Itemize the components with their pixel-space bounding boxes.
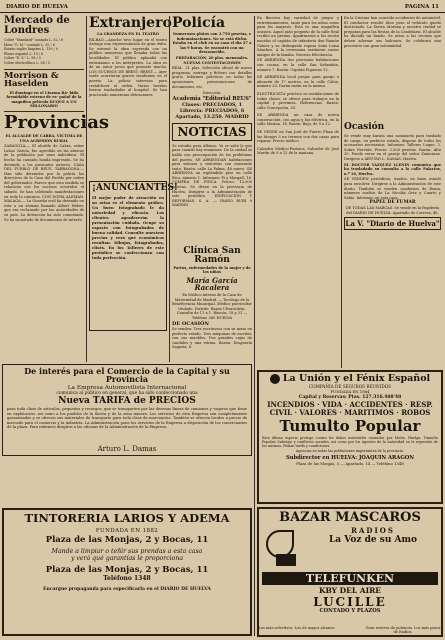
noticias-body: Se estudia para Alfonso. Ya se sabe lo que pasa cuando hay reuniones. De la ciudad se habla con preocupación de los problemas del puerto. SE ARRIENDAN habitaciones para señoras y señoritas con esmerado trato. Razón: calle La Palma, 48 nuevo. SE ARRIENDA un espléndido piso en calle Rico, número 1. Informes: Pi y Margall, 16. COMPRA DE FINCA. Precio: 12.000 pesetas. Se desea en la provincia de Huelva. Dirigirse a la Administración de este periódico. EDIFICACIÓN Y REFORMAS. S. A. — PASEO RUBI 9 MADRID. — [172, 143, 252, 208]
union-sub: COMPAÑÍA DE SEGUROS REUNIDOS — [308, 384, 392, 389]
tintoreria-addr2: Plaza de las Monjas, 2 y Bocas, 11 — [45, 565, 209, 575]
classified-item: ELECTRICISTA práctico en instalaciones de todas clases, se ofrece para trabajos en la capital y provincia. Referencias. Razón: calle Concepción, 20. — [257, 91, 339, 110]
ocasion2-title: Ocasión — [344, 122, 385, 132]
union-title: La Unión y el Fénix Español — [282, 373, 431, 385]
market-row: Estaño inglés lingotes L. 139 / 0 — [4, 47, 58, 52]
phoenix-icon — [270, 374, 280, 384]
papel-footer: La V. "Diario de Huelva" — [345, 219, 440, 229]
classified-item: Calzados Médico-Postizos. Salvador de José Martín de 9 a 12 de la mañana. — [257, 146, 339, 156]
classified-item: SE ARRIENDA un casa de nueva construcción, con agua y luz eléctrica, en la calle Marina, 14. Razón: Bajo, de 9 a 12. — [257, 113, 339, 127]
page-header — [0, 4, 445, 13]
mascaros-footer — [257, 626, 443, 639]
lucille-label: LUCILLE — [313, 594, 387, 609]
tintoreria-slogan2: y verá qué garantías le proporciona — [70, 555, 184, 562]
policia-body1: Numerosos platos con 3.750 pesetas, e indemnizaciones. No se está dicho. Estaba en el club en su casa el día 27 a las 9 horas. Se encontró con un desconocido. — [172, 32, 252, 55]
header-left: DIARIO DE HUELVA — [6, 4, 68, 10]
classified-item: SE ARRIENDA local propio para garaje o almacén de 17 metros, en la calle Colon, número 25. Darán razón en la misma. — [257, 75, 339, 89]
mascaros-footer2: Gran reserva de potencia. Los más puros de Radios. — [365, 626, 441, 635]
empresa-sub: La Empresa Automovilista Internacional — [67, 385, 187, 391]
policia-title: Policía — [172, 15, 226, 31]
policia-sub2: PREPARACIÓN. 20 plas. mensuales. NUEVAS CONTESTACIONES — [175, 55, 249, 65]
market-table — [4, 38, 84, 66]
radios-label: RADIOS — [351, 526, 395, 535]
union-sub2: FUNDADA EN 1864 — [330, 389, 370, 394]
contado-label: CONTADO Y PLAZOS — [319, 607, 381, 614]
column-4 — [257, 16, 339, 368]
mascaros-title: BAZAR MASCAROS — [279, 510, 421, 525]
academia-ad — [172, 91, 252, 120]
ocasion2-body: Se vende muy barata una camioneta para traslado de carga, en perfecto estado, dispone de todos los accesorios necesarios. Informes: Talleres Luque, 2. Sobre Nervión. Precio: 2.500 pesetas. Razón: Alta 20. Puede verse en el garaje del señor Zamorano. Dirigirse a ARTURO L. DAMAS. Huelva. — [344, 134, 441, 161]
provincias-sub: EL ALCALDE DE CABRA, VÍCTIMA DE UNA AGRESIÓN RURAL — [5, 133, 83, 143]
market-row: Plomo español L. 19 / 6 — [4, 51, 44, 56]
anunciantes-body: El mejor poder de atracción en su aviso es el elemento gráfico. Un buen fotograbado le da notoriedad y eficacia. Los clientes agradecerán la presentación cuidada. Ocupe su espacio con fotograbados de buena calidad. Consulte nuestros precios y verá qué económicos resultan. Dibujos, fotograbados, clisés. En los Talleres de este periódico se confeccionan con toda perfección. — [92, 194, 164, 260]
column-1 — [4, 15, 110, 366]
tintoreria-addr: Plaza de las Monjas, 2 y Bocas, 11 — [45, 534, 209, 545]
provincias-body: ZARAGOZA.— El alcalde de Cabra, señor Lahoz García, fue agredido en las afueras de la población por unos individuos. El hecho ha causado honda impresión. Se ha detenido a los presuntos autores. CASA DEL PUEBLO DE REUS. TARRAGONA.— Han sido detenidos por la policía los directivos de la Casa del Pueblo por orden del gobernador. Parece que esta medida se relaciona con los sucesos ocurridos el sábado. Se han celebrado manifestaciones en toda la comarca. CON DOPIA ALEMAN. MALAGA.— La Guardia civil ha detenido en esta a un alemán llamado Albert Weber, que era reclamado por las autoridades de su país. La detención ha sido comentada. Se ha incautado de documentos de interés. — [4, 144, 84, 222]
header-right: PAGINA 11 — [404, 4, 439, 10]
clinica-sub: Partos, enfermedades de la mujer y de los niños — [173, 265, 251, 275]
union-fenix-ad — [257, 370, 443, 504]
academia-name: Academia "Editorial REUS" — [172, 95, 252, 102]
doctor-vazquez: EL DOCTOR VAZQUEZ LLENIN comunica que ha trasladado su consulta a la calle Palacios, n.º 16, Huelva. — [344, 162, 441, 176]
ocasion-title: DE OCASIÓN — [172, 321, 209, 328]
extranjero-body: BILBAO.—Anoche tuvo lugar en el teatro Arriaga una representación de gran éxito. Se estrenó la obra esperada con un público numeroso que llenaba todas las localidades. El público aplaudió con entusiasmo a los intérpretes. La obra es de un autor joven que promete mucho. LOS SUCESOS DE BREST. BREST.— Ayer tarde ocurrieron graves incidentes en el puerto. La policía intervino para restablecer el orden. Varios heridos fueron trasladados al hospital. Se han practicado numerosas detenciones. — [89, 37, 167, 97]
tintoreria-ad — [2, 508, 252, 636]
doctor-name: María García Racalera — [186, 275, 238, 292]
market-row: Ídem "G. M." contado L. 55 / 6 — [4, 42, 55, 47]
col4-body: En Becerra hay variedad de juegos y entretenimientos, tanto para los niños como para los mayores. Esta es una magnífica ocasión. Aquel niño pequeño de la calle Real recibió un premio. Apadrinaron a los recién nacidos el capitán de infantería don Ramón Gómez y su distinguida esposa doña Luisa Sánchez. A la ceremonia asistieron varios amigos de la familia. Nuestra felicitación. — [257, 16, 339, 57]
tintoreria-sub: FUNDADA EN 1882 — [95, 527, 159, 534]
market-row: Cobre electrolítico L. 58 / 5 — [4, 60, 51, 65]
policia-body2: REAL. 21 plas. Selección oficial de nuevo programa, entrega y fichero con detalles gratis. Informes prácticos en todas las oposiciones, presentaciones de documentos, etc. — [172, 66, 252, 89]
papel-title: PAPEL DE FUMAR — [369, 200, 416, 206]
kby-label: KBY DEL AIRE — [318, 586, 382, 595]
periodicos-ad: SE VENDEN periódicos, usados, en buen estado para envolver. Dirigirse a la Administración de este diario. También se venden cuadernos de Roma, números sueltos de La Nicolás Orta y Cuarto y Sabio. Informes: en esta casa. — [344, 177, 441, 200]
union-subdirector: Subdirector en HUELVA: JOAQUIN ARAGON — [285, 454, 415, 461]
provincias-title: Provincias — [4, 111, 110, 133]
tintoreria-slogan1: Mande a limpiar o teñir sus prendas a esta casa — [51, 548, 203, 555]
market-title: Mercado de Londres — [4, 15, 70, 36]
papel-body: DE TODAS LAS MARCAS. Se vende en la Papelería del DIARIO DE HUELVA. Apartado de Correos, 46. — [345, 205, 440, 215]
tintoreria-title: TINTORERIA LARIOS Y ADEMA — [24, 511, 230, 525]
clinica-title: Clínica San Ramón — [183, 245, 241, 265]
tintoreria-footer: Encargue propaganda para especificarla en el DIARIO DE HUELVA — [43, 586, 211, 592]
morrison-title: Morrison & Haselden — [4, 70, 59, 90]
empresa-sign: Arturo L. Damas — [97, 445, 157, 453]
extranjero-sub: LA GRANDEZA EN EL TEATRO — [97, 32, 159, 36]
col5-body: En la Cristina han ocurrido accidentes de automóvil. El conductor resultó ileso pero el vehículo quedó destrozado. La Sierra Morena y nuestra ciudad se preparan para las fiestas de la Candelaria. El alcalde ha dictado un bando. Se avisa a los vecinos que deben adornar sus balcones. Se celebrará una procesión con gran solemnidad. — [344, 16, 441, 48]
gramophone-icon — [262, 526, 308, 570]
empresa-tariff: Nueva TARIFA de PRECIOS — [58, 396, 196, 406]
academia-addr3: Apartado, 13.250. MADRID — [175, 113, 249, 120]
morrison-note: El domingo en el Cinema Rá- bido formidable estreno de es- pañol de la magnífica película DUQUE A UN MILLONARIO — [6, 90, 82, 109]
classified-item: SE VENDE en San José de Puerto Plaza de las Monjas 5 un terreno con dos casas para reparar. Precio módico. — [257, 130, 339, 144]
doctor-desc: Ex Médico interno de la Casa de Maternidad de Madrid. — Tocólogo de la Beneficencia Municipal. Médico puericultor titulado. Distrito: Rayos Ultravioleta. Consulta de 11 a 1. Rascón, 18 y 21 — Teléfono 360 HUELVA — [172, 292, 252, 320]
tumulto-title: Tumulto Popular — [279, 417, 421, 435]
anunciantes-title: ¡ANUNCIANTES! — [92, 182, 178, 193]
market-row: Cobre "Standard" contado L. 52 / 6 — [4, 38, 63, 42]
col4-classifieds — [257, 58, 339, 156]
ocasion-body: Se venden: Tres escritorios con su mesa en perfecto estado. Tres máquinas de escribir, con sus muebles. Dos grandes cajas de caudales y una vitrina. Razón: Droguería Sagasta, 6. — [172, 327, 252, 350]
extranjero-title: Extranjero — [89, 15, 172, 31]
union-lines: INCENDIOS · VIDA · ACCIDENTES · RESP. CIVIL · VALORES · MARITIMOS · ROBOS — [267, 400, 433, 417]
tumulto-desc: Esta última especie protege contra los daños materiales causados por Motín, Huelga, Tumulto Popular, Sabotaje y conflictos sociales, así como por los Agentes de la Autoridad en la represión de los mismos. Pídase tarifa y condiciones. — [262, 436, 438, 449]
classified-item: SE ARRIENDA dos preciosas habitaciones con cocina, en la calle San Sebastián, número 7. Razón: Capitán Figueras 12. — [257, 58, 339, 72]
empresa-body1: comunica al público en general, que ha sido confeccionado una — [56, 391, 198, 396]
union-addr: Plaza de las Monjas, 5 — Apartado, 14 — Teléfono 1348 — [296, 460, 404, 466]
empresa-title: De interés para el Comercio de la Capital y su Provincia — [24, 366, 230, 384]
mascaros-ad — [257, 507, 443, 637]
market-row: Cobre "E. S." L. 58 / 0 — [4, 56, 41, 61]
anunciantes-box — [89, 181, 178, 331]
academia-addr1: Clases: PRECIADOS, 1 — [182, 101, 242, 108]
academia-addr2: Librería: PRECIADOS, 6 — [179, 107, 245, 114]
telefunken-label: TELEFUNKEN — [262, 572, 438, 585]
column-5 — [344, 16, 441, 368]
mascaros-footer1: Los más selectivos. Los de mayor alcance. — [258, 626, 336, 630]
mascaros-slogan: La Voz de su Amo — [328, 535, 418, 545]
empresa-body2: para toda clase de artículos, pequeños y recargos, que se transporten por las diversas líneas de camiones y viajeros que tiene en explotación, así como a los pueblos de la Sierra y de la zona minera. Los servicios de esta Empresa son completamente garantizados y se ofrecen sus materiales de transporte para toda clase de mercancías. También se ofrecen locales a precio de mercado para el comercio y la industria. La Administración pone los servicios de la Empresa a disposición de los comerciantes de la plaza. Para informes dirigirse a las oficinas de la Administración de la Empresa. — [7, 407, 247, 430]
tintoreria-phone: Teléfono 1348 — [103, 574, 151, 582]
column-2 — [89, 15, 178, 362]
tumulto-note: Agencias en todas las poblaciones importantes de la provincia. — [295, 448, 405, 453]
empresa-ad — [2, 364, 252, 456]
noticias-title: NOTICIAS — [172, 123, 252, 141]
academia-label: Dirección: — [202, 91, 222, 96]
union-capital: Capital y Reservas: Ptas. 127.316.488'48 — [298, 395, 402, 400]
